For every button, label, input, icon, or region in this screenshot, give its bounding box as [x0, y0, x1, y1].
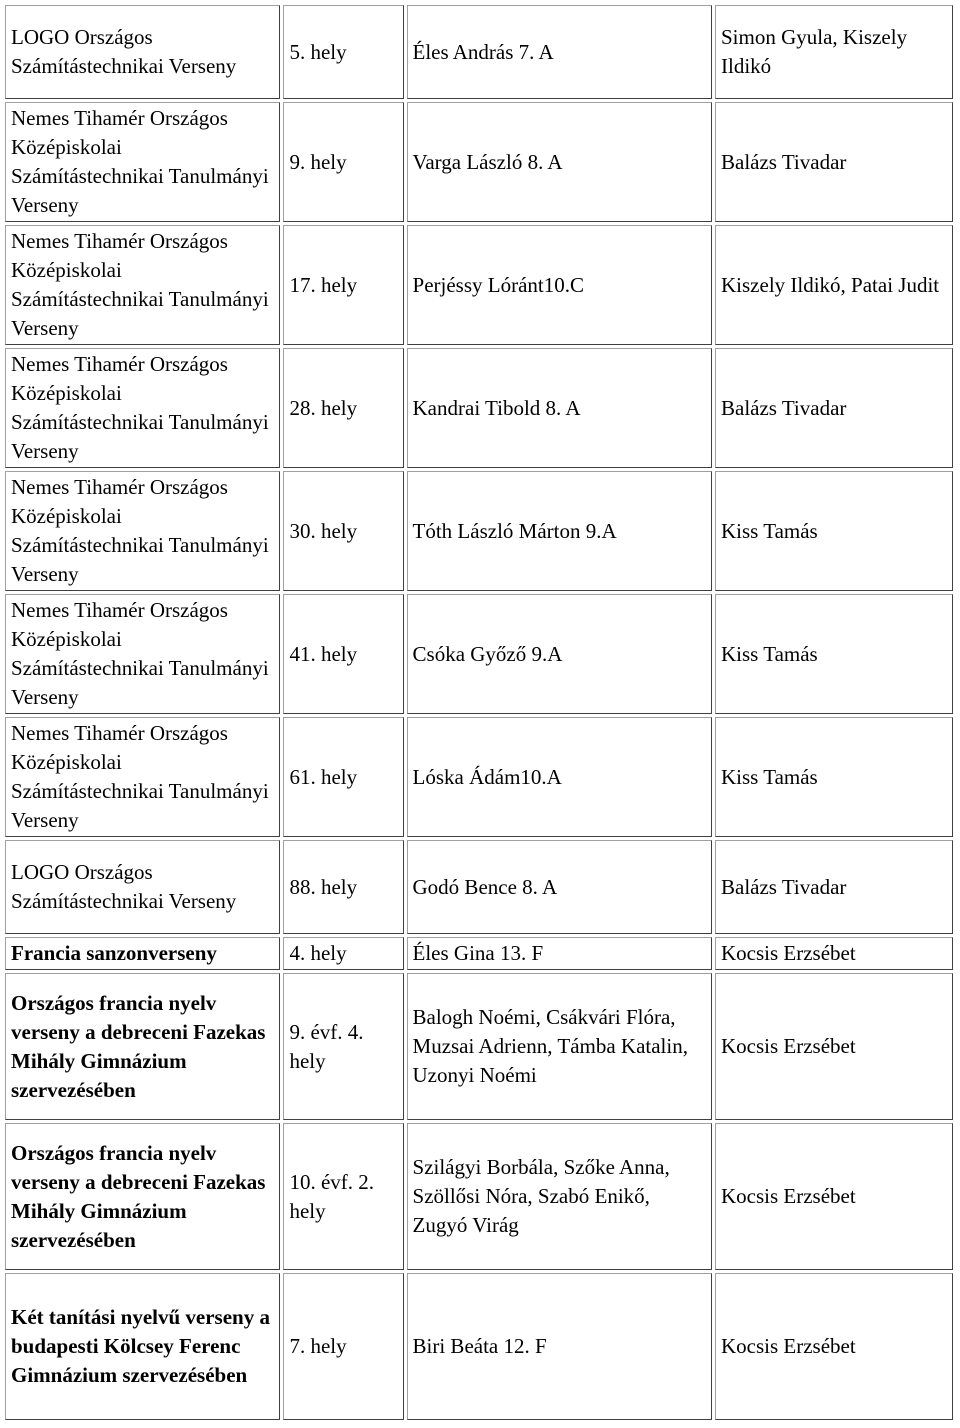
place-cell: 30. hely [283, 471, 403, 591]
competition-cell: LOGO Országos Számítástechnikai Verseny [5, 5, 280, 99]
teacher-cell: Kocsis Erzsébet [715, 1273, 953, 1420]
student-cell: Éles Gina 13. F [407, 937, 712, 970]
student-cell: Tóth László Márton 9.A [407, 471, 712, 591]
place-cell: 88. hely [283, 840, 403, 934]
table-row [5, 973, 953, 1120]
table-row [5, 348, 953, 468]
table-row [5, 102, 953, 222]
competition-cell: Országos francia nyelv verseny a debreceni Fazekas Mihály Gimnázium szervezésében [5, 1123, 280, 1270]
teacher-cell: Kocsis Erzsébet [715, 1123, 953, 1270]
place-cell: 61. hely [283, 717, 403, 837]
table-row [5, 1123, 953, 1270]
place-cell: 9. hely [283, 102, 403, 222]
table-row [5, 471, 953, 591]
teacher-cell: Kiss Tamás [715, 471, 953, 591]
teacher-cell: Kiss Tamás [715, 717, 953, 837]
table-row [5, 594, 953, 714]
place-cell: 41. hely [283, 594, 403, 714]
place-cell: 5. hely [283, 5, 403, 99]
table-row [5, 937, 953, 970]
student-cell: Éles András 7. A [407, 5, 712, 99]
student-cell: Godó Bence 8. A [407, 840, 712, 934]
place-cell: 4. hely [283, 937, 403, 970]
competition-cell: Országos francia nyelv verseny a debreceni Fazekas Mihály Gimnázium szervezésében [5, 973, 280, 1120]
table-row [5, 1273, 953, 1420]
student-cell: Varga László 8. A [407, 102, 712, 222]
teacher-cell: Kiss Tamás [715, 594, 953, 714]
competition-cell: Francia sanzonverseny [5, 937, 280, 970]
place-cell: 17. hely [283, 225, 403, 345]
table-row [5, 840, 953, 934]
results-table [2, 2, 956, 1423]
student-cell: Szilágyi Borbála, Szőke Anna, Szöllősi Nóra, Szabó Enikő, Zugyó Virág [407, 1123, 712, 1270]
competition-cell: Nemes Tihamér Országos Középiskolai Számítástechnikai Tanulmányi Verseny [5, 225, 280, 345]
student-cell: Kandrai Tibold 8. A [407, 348, 712, 468]
place-cell: 10. évf. 2. hely [283, 1123, 403, 1270]
place-cell: 9. évf. 4. hely [283, 973, 403, 1120]
competition-cell: LOGO Országos Számítástechnikai Verseny [5, 840, 280, 934]
competition-cell: Nemes Tihamér Országos Középiskolai Számítástechnikai Tanulmányi Verseny [5, 471, 280, 591]
table-row [5, 5, 953, 99]
teacher-cell: Balázs Tivadar [715, 840, 953, 934]
teacher-cell: Balázs Tivadar [715, 102, 953, 222]
competition-cell: Nemes Tihamér Országos Középiskolai Számítástechnikai Tanulmányi Verseny [5, 102, 280, 222]
student-cell: Csóka Győző 9.A [407, 594, 712, 714]
teacher-cell: Simon Gyula, Kiszely Ildikó [715, 5, 953, 99]
competition-cell: Két tanítási nyelvű verseny a budapesti Kölcsey Ferenc Gimnázium szervezésében [5, 1273, 280, 1420]
student-cell: Biri Beáta 12. F [407, 1273, 712, 1420]
place-cell: 28. hely [283, 348, 403, 468]
competition-cell: Nemes Tihamér Országos Középiskolai Számítástechnikai Tanulmányi Verseny [5, 348, 280, 468]
student-cell: Balogh Noémi, Csákvári Flóra, Muzsai Adrienn, Támba Katalin, Uzonyi Noémi [407, 973, 712, 1120]
teacher-cell: Kiszely Ildikó, Patai Judit [715, 225, 953, 345]
competition-cell: Nemes Tihamér Országos Középiskolai Számítástechnikai Tanulmányi Verseny [5, 594, 280, 714]
table-row [5, 717, 953, 837]
student-cell: Perjéssy Lóránt10.C [407, 225, 712, 345]
place-cell: 7. hely [283, 1273, 403, 1420]
competition-cell: Nemes Tihamér Országos Középiskolai Számítástechnikai Tanulmányi Verseny [5, 717, 280, 837]
table-row [5, 225, 953, 345]
teacher-cell: Kocsis Erzsébet [715, 937, 953, 970]
teacher-cell: Balázs Tivadar [715, 348, 953, 468]
teacher-cell: Kocsis Erzsébet [715, 973, 953, 1120]
student-cell: Lóska Ádám10.A [407, 717, 712, 837]
